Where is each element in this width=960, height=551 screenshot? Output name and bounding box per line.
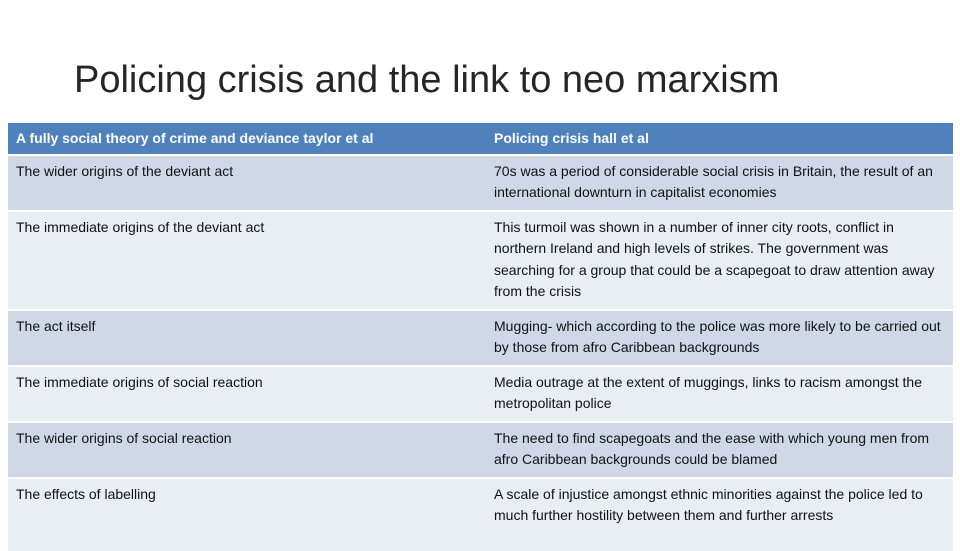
stage-cell: The wider origins of social reaction — [8, 422, 480, 478]
policing-cell: Mugging- which according to the police was more likely to be carried out by those from afro Caribbean backgrounds — [480, 310, 953, 366]
stage-cell: The act itself — [8, 310, 480, 366]
policing-cell: The need to find scapegoats and the ease with which young men from afro Caribbean backgrounds could be blamed — [480, 422, 953, 478]
header-policing-crisis: Policing crisis hall et al — [480, 123, 953, 155]
table-row — [8, 211, 953, 310]
slide-title: Policing crisis and the link to neo marxism — [74, 59, 780, 101]
table-row — [8, 366, 953, 422]
policing-cell: 70s was a period of considerable social crisis in Britain, the result of an international downturn in capitalist economies — [480, 155, 953, 211]
header-social-theory: A fully social theory of crime and deviance taylor et al — [8, 123, 480, 155]
policing-cell: This turmoil was shown in a number of inner city roots, conflict in northern Ireland and high levels of strikes. The government was searching for a group that could be a scapegoat to draw attention away from the crisis — [480, 211, 953, 310]
table-row — [8, 310, 953, 366]
policing-cell: A scale of injustice amongst ethnic minorities against the police led to much further hostility between them and further arrests — [480, 478, 953, 551]
policing-cell: Media outrage at the extent of muggings, links to racism amongst the metropolitan police — [480, 366, 953, 422]
stage-cell: The immediate origins of the deviant act — [8, 211, 480, 310]
comparison-table — [8, 123, 953, 551]
stage-cell: The wider origins of the deviant act — [8, 155, 480, 211]
table-header-row — [8, 123, 953, 155]
stage-cell: The immediate origins of social reaction — [8, 366, 480, 422]
table-row — [8, 155, 953, 211]
table-row — [8, 422, 953, 478]
stage-cell: The effects of labelling — [8, 478, 480, 551]
